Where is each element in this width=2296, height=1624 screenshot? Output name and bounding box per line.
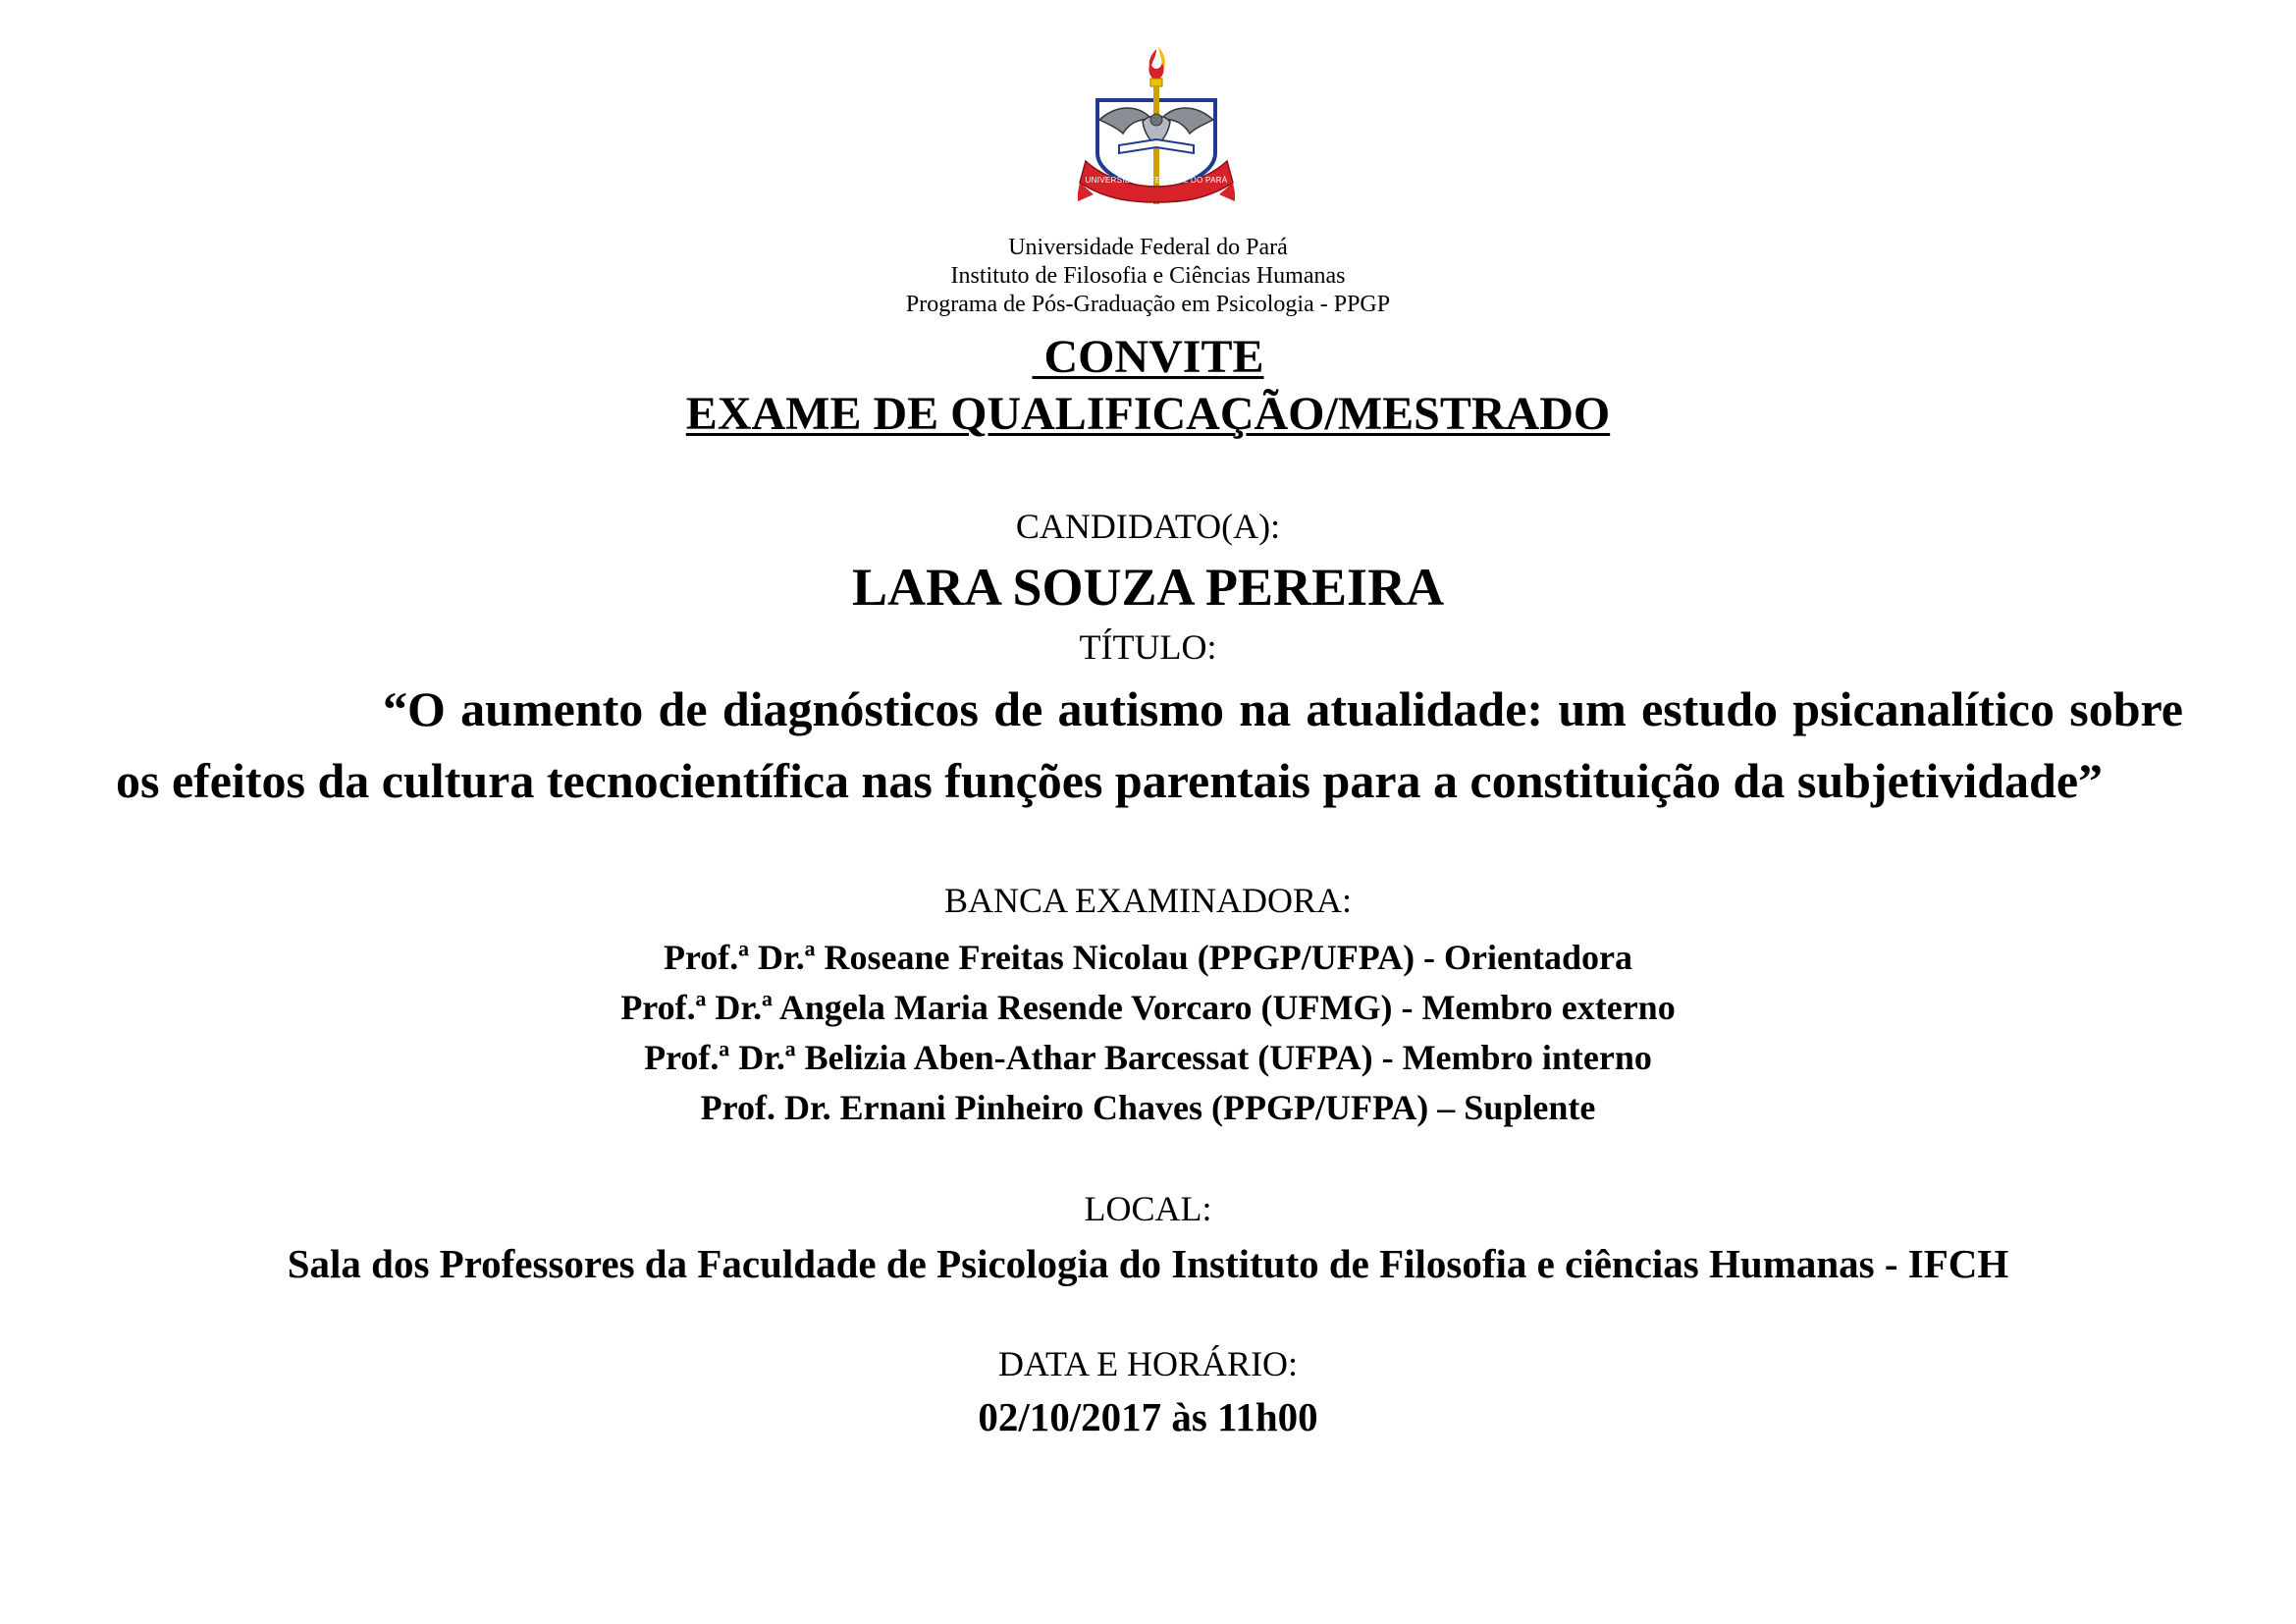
invite-title: CONVITE: [1032, 331, 1264, 383]
thesis-label-block: [0, 626, 2296, 668]
candidate-name: LARA SOUZA PEREIRA: [851, 558, 1445, 617]
candidate-section: [0, 506, 2296, 547]
invite-subtitle: EXAME DE QUALIFICAÇÃO/MESTRADO: [685, 388, 1611, 440]
schedule-value-block: [0, 1392, 2296, 1441]
institution-header: [0, 234, 2296, 319]
university-name: Universidade Federal do Pará: [1008, 235, 1288, 260]
candidate-name-block: [0, 557, 2296, 618]
invitation-titles: [0, 330, 2296, 442]
candidate-label: CANDIDATO(A):: [1015, 507, 1281, 546]
thesis-title: “O aumento de diagnósticos de autismo na atualidade: um estudo psicanalítico sobre os efeitos da cultura tecnocientífica nas funções parentais para a constituição da subjetividade”: [116, 681, 2183, 808]
institute-name: Instituto de Filosofia e Ciências Humanas: [950, 263, 1346, 289]
committee-member: Prof.ª Dr.ª Belizia Aben-Athar Barcessat (UFPA) - Membro interno: [644, 1038, 1652, 1077]
location-label: LOCAL:: [1084, 1189, 1212, 1228]
seal-ribbon-text: UNIVERSIDADE FEDERAL DO PARÁ: [1085, 176, 1228, 185]
schedule-section: [0, 1343, 2296, 1384]
location-value-block: [0, 1239, 2296, 1288]
university-seal-logo: [1078, 43, 1235, 218]
schedule-value: 02/10/2017 às 11h00: [978, 1394, 1318, 1439]
thesis-label: TÍTULO:: [1079, 627, 1217, 667]
committee-member: Prof. Dr. Ernani Pinheiro Chaves (PPGP/UFPA) – Suplente: [700, 1088, 1596, 1127]
committee-members: [0, 933, 2296, 1133]
committee-member: Prof.ª Dr.ª Angela Maria Resende Vorcaro (UFMG) - Membro externo: [620, 988, 1676, 1027]
schedule-label: DATA E HORÁRIO:: [997, 1344, 1299, 1383]
committee-label: BANCA EXAMINADORA:: [943, 881, 1353, 920]
location-value: Sala dos Professores da Faculdade de Psicologia do Instituto de Filosofia e ciências Humanas - IFCH: [287, 1241, 2009, 1286]
location-section: [0, 1188, 2296, 1229]
program-name: Programa de Pós-Graduação em Psicologia - PPGP: [905, 292, 1391, 317]
committee-member: Prof.ª Dr.ª Roseane Freitas Nicolau (PPGP/UFPA) - Orientadora: [663, 938, 1633, 977]
committee-section: [0, 880, 2296, 921]
